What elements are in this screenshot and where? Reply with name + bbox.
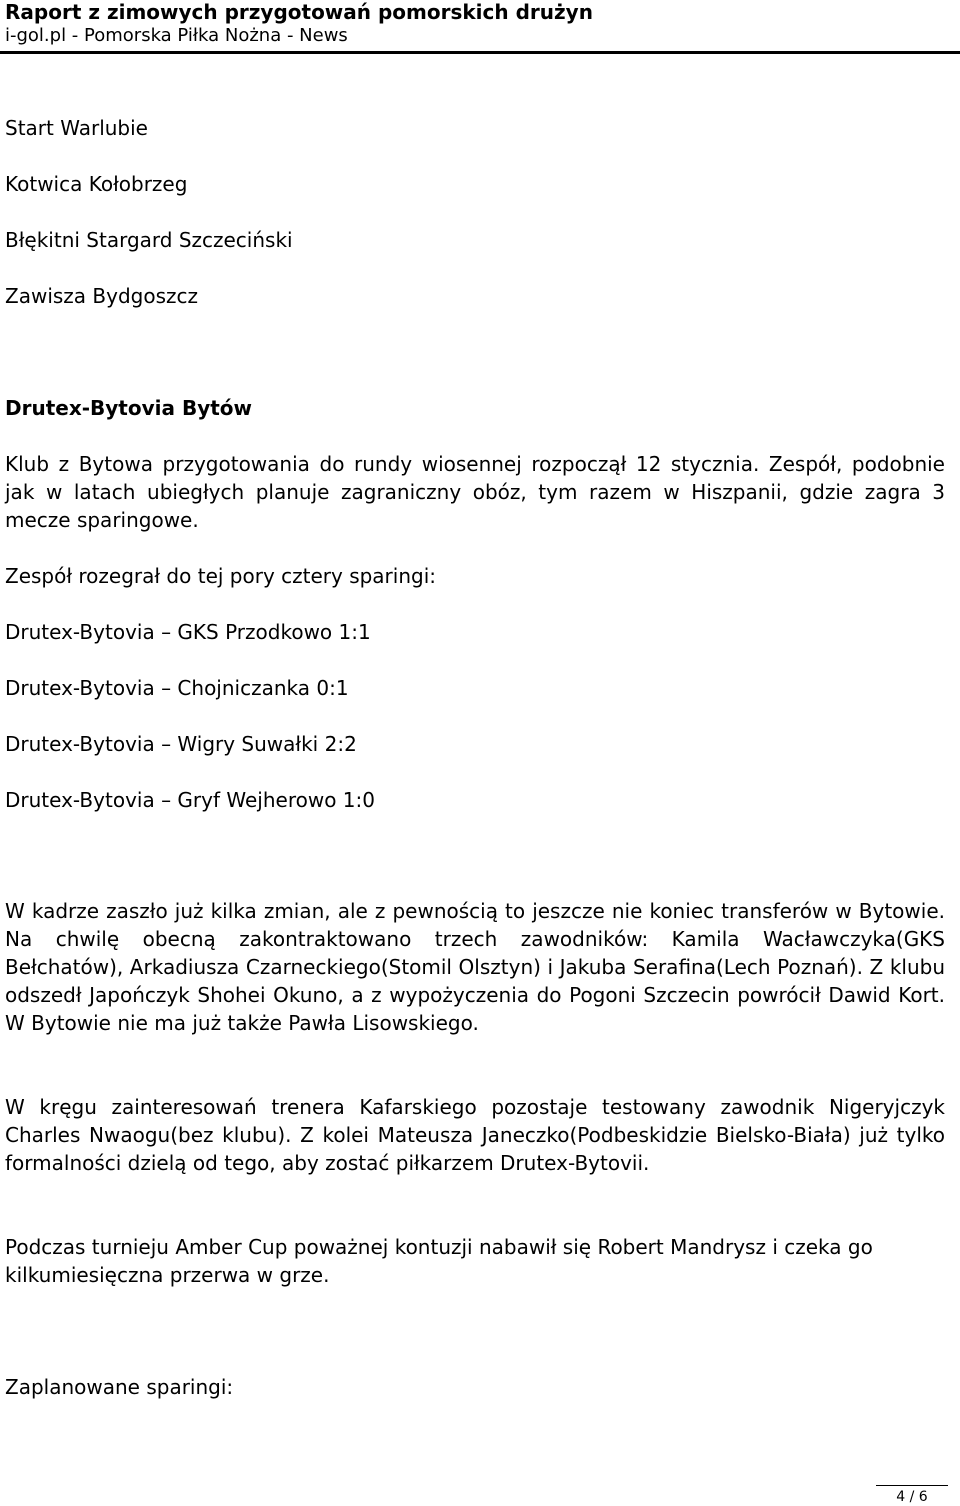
sparings-intro: Zespół rozegrał do tej pory cztery sparingi: bbox=[5, 564, 437, 588]
footer-divider bbox=[876, 1485, 948, 1486]
header-divider bbox=[0, 51, 960, 54]
page-header bbox=[5, 0, 955, 48]
transfers-paragraph: W kadrze zaszło już kilka zmian, ale z pewnością to jeszcze nie koniec transferów w Bytowie. Na chwilę obecną zakontraktowano trzech zawodników: Kamila Wacławczyka(GKS Bełchatów), Arkadiusza Czarneckiego(Stomil Olsztyn) i Jakuba Serafina(Lech Poznań). Z klubu odszedł Japończyk Shohei Okuno, a z wypożyczenia do Pogoni Szczecin powrócił Dawid Kort. W Bytowie nie ma już także Pawła Lisowskiego. bbox=[5, 899, 945, 1035]
trials-paragraph: W kręgu zainteresowań trenera Kafarskiego pozostaje testowany zawodnik Nigeryjczyk Charles Nwaogu(bez klubu). Z kolei Mateusza Janeczko(Podbeskidzie Bielsko-Biała) już tylko formalności dzielą od tego, aby zostać piłkarzem Drutex-Bytovii. bbox=[5, 1095, 945, 1175]
club-list-item: Kotwica Kołobrzeg bbox=[5, 172, 188, 196]
match-result: Drutex-Bytovia – Chojniczanka 0:1 bbox=[5, 676, 349, 700]
injury-paragraph: Podczas turnieju Amber Cup poważnej kontuzji nabawił się Robert Mandrysz i czeka go kilkumiesięczna przerwa w grze. bbox=[5, 1235, 873, 1287]
match-result: Drutex-Bytovia – Wigry Suwałki 2:2 bbox=[5, 732, 357, 756]
match-result: Drutex-Bytovia – GKS Przodkowo 1:1 bbox=[5, 620, 371, 644]
club-list-item: Zawisza Bydgoszcz bbox=[5, 284, 198, 308]
planned-sparings-heading: Zaplanowane sparingi: bbox=[5, 1375, 234, 1399]
document-title: Raport z zimowych przygotowań pomorskich drużyn bbox=[5, 0, 593, 24]
document-subtitle: i-gol.pl - Pomorska Piłka Nożna - News bbox=[5, 25, 348, 46]
section-heading: Drutex-Bytovia Bytów bbox=[5, 396, 253, 420]
club-list-item: Błękitni Stargard Szczeciński bbox=[5, 228, 293, 252]
intro-paragraph: Klub z Bytowa przygotowania do rundy wiosennej rozpoczął 12 stycznia. Zespół, podobnie jak w latach ubiegłych planuje zagraniczny obóz, tym razem w Hiszpanii, gdzie zagra 3 mecze sparingowe. bbox=[5, 452, 945, 532]
match-result: Drutex-Bytovia – Gryf Wejherowo 1:0 bbox=[5, 788, 375, 812]
club-list-item: Start Warlubie bbox=[5, 116, 148, 140]
page-number: 4 / 6 bbox=[896, 1489, 928, 1505]
